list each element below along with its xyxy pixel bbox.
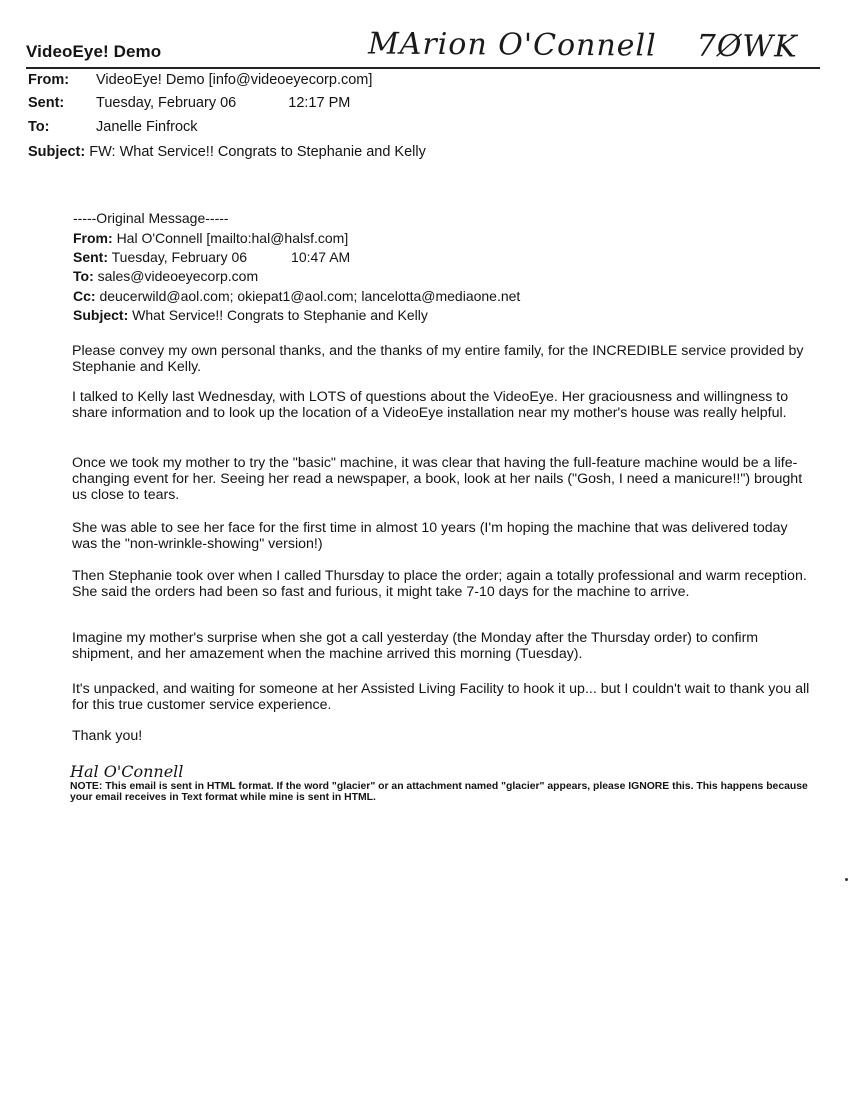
subject-label: Subject:	[28, 144, 86, 160]
original-sent-row	[73, 249, 350, 265]
sent-time: 12:17 PM	[288, 95, 351, 111]
sent-date: Tuesday, February 06	[96, 95, 237, 111]
original-sent-date: Tuesday, February 06	[111, 249, 248, 265]
closing-line: Thank you!	[72, 728, 143, 744]
sent-label: Sent:	[28, 95, 65, 111]
body-paragraph: Please convey my own personal thanks, and the thanks of my entire family, for the INCREDIBLE service provided by Stephanie and Kelly.	[72, 343, 804, 375]
body-paragraph: Then Stephanie took over when I called Thursday to place the order; again a totally professional and warm reception. She said the orders had been so fast and furious, it might take 7-10 days for the machine to arrive.	[72, 568, 807, 600]
subject-value: FW: What Service!! Congrats to Stephanie and Kelly	[89, 144, 426, 160]
body-paragraph: I talked to Kelly last Wednesday, with LOTS of questions about the VideoEye. Her graciousness and willingness to share information and to look up the location of a VideoEye installation near my mother's house was really helpful.	[72, 389, 789, 421]
original-cc-label: Cc:	[73, 288, 96, 304]
original-cc-value: deucerwild@aol.com; okiepat1@aol.com; lancelotta@mediaone.net	[99, 288, 521, 304]
body-paragraph: Once we took my mother to try the "basic" machine, it was clear that having the full-feature machine would be a life-changing event for her. Seeing her read a newspaper, a book, look at her nails ("Gosh, I need a manicure!!") brought us close to tears.	[72, 455, 803, 503]
to-label: To:	[28, 119, 50, 135]
body-paragraph: It's unpacked, and waiting for someone at her Assisted Living Facility to hook it up... but I couldn't wait to thank you all for this true customer service experience.	[72, 681, 810, 713]
original-subject-value: What Service!! Congrats to Stephanie and Kelly	[132, 307, 428, 323]
original-cc-row	[73, 288, 520, 304]
original-sent-time: 10:47 AM	[291, 249, 351, 265]
subject-row	[28, 144, 426, 160]
body-paragraph: Imagine my mother's surprise when she got a call yesterday (the Monday after the Thursday order) to confirm shipment, and her amazement when the machine arrived this morning (Tuesday).	[72, 630, 759, 662]
original-sent-label: Sent:	[73, 249, 108, 265]
original-to-value: sales@videoeyecorp.com	[97, 268, 259, 284]
original-from-value: Hal O'Connell [mailto:hal@halsf.com]	[116, 230, 349, 246]
handwritten-code: 7ØWK	[696, 28, 798, 65]
sent-row	[28, 95, 350, 111]
original-subject-label: Subject:	[73, 307, 129, 323]
handwritten-name: MArion O'Connell	[367, 26, 657, 64]
original-subject-row	[73, 307, 428, 323]
signature: Hal O'Connell	[70, 762, 184, 781]
original-to-label: To:	[73, 268, 94, 284]
original-from-label: From:	[73, 230, 113, 246]
from-label: From:	[28, 72, 70, 88]
title-divider	[26, 67, 820, 69]
original-from-row	[73, 230, 348, 246]
from-row	[28, 72, 372, 88]
original-to-row	[73, 268, 258, 284]
original-message-marker: -----Original Message-----	[73, 210, 229, 226]
sender-title: VideoEye! Demo	[26, 42, 162, 61]
handwritten-annotation	[368, 27, 798, 65]
scan-speck	[845, 878, 848, 881]
from-value: VideoEye! Demo [info@videoeyecorp.com]	[96, 72, 373, 88]
body-paragraph: She was able to see her face for the first time in almost 10 years (I'm hoping the machine that was delivered today was the "non-wrinkle-showing" version!)	[72, 520, 788, 552]
to-row	[28, 119, 198, 135]
to-value: Janelle Finfrock	[96, 119, 198, 135]
html-format-note: NOTE: This email is sent in HTML format. If the word "glacier" or an attachment named "glacier" appears, please IGNORE this. This happens because your email receives in Text format while mine is sent in HTML.	[70, 781, 808, 803]
